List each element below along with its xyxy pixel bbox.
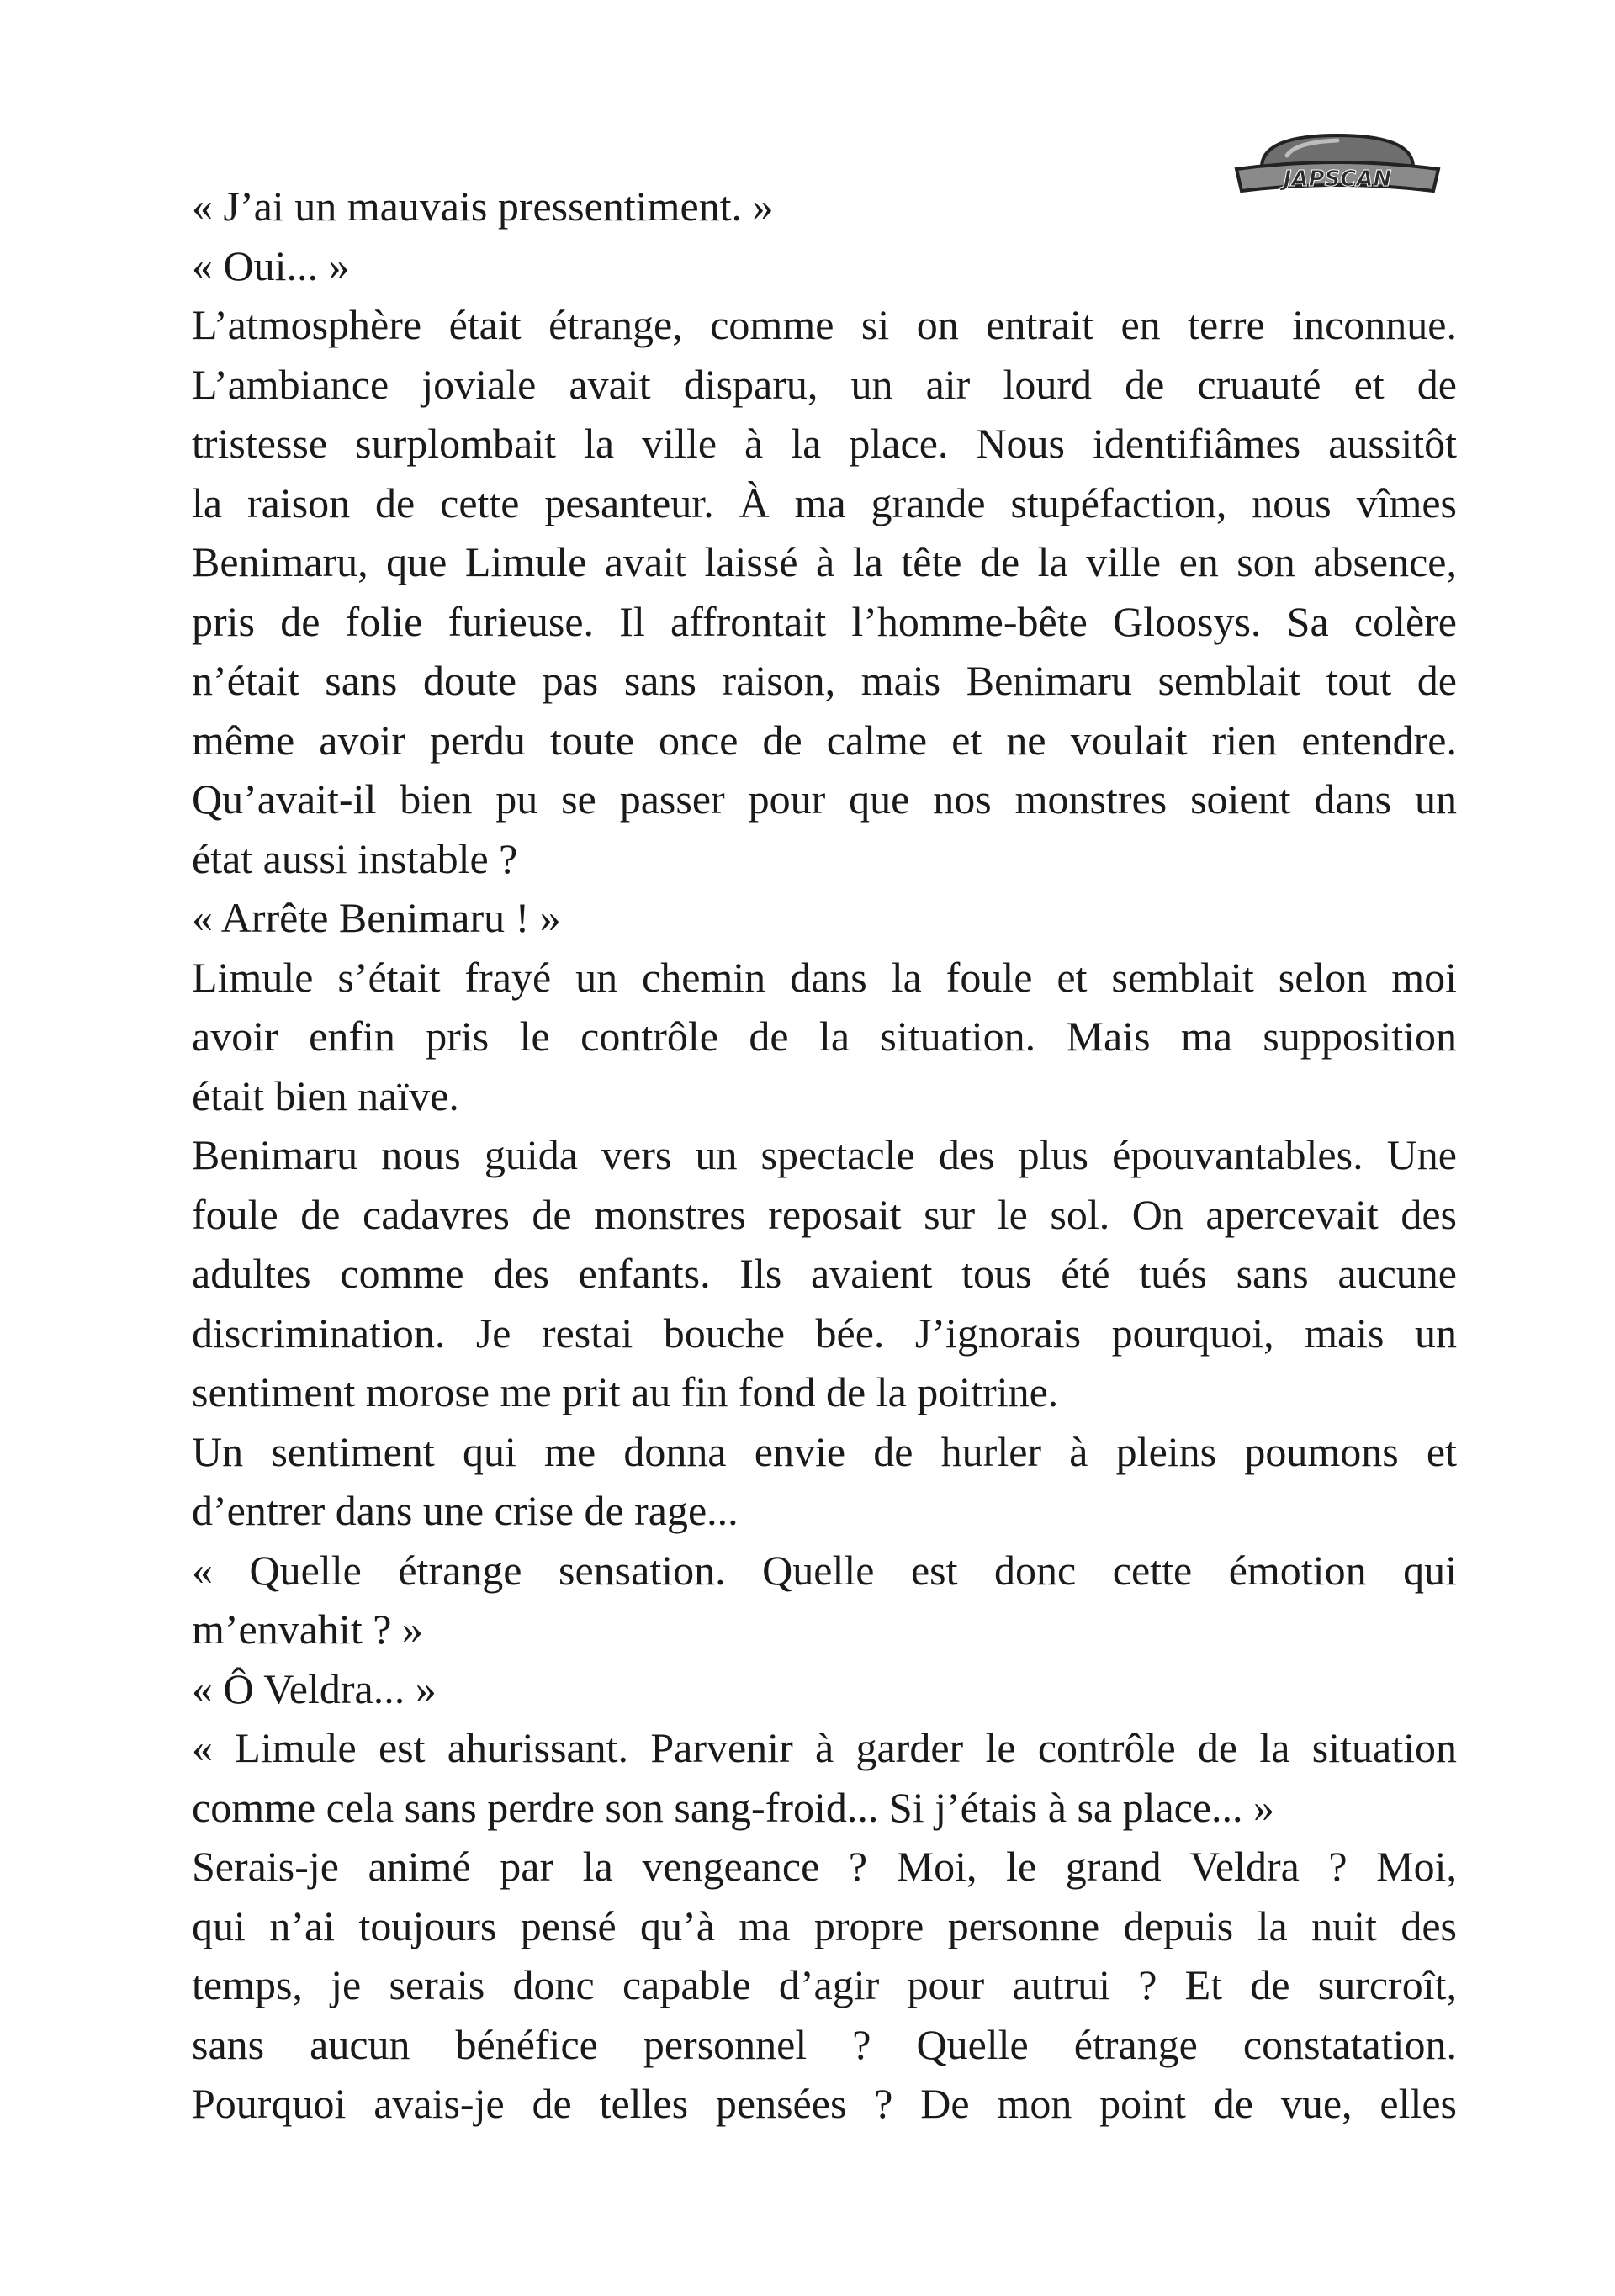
text-line: Benimaru nous guida vers un spectacle des plus épouvantables. Une — [192, 1131, 1457, 1178]
text-line: même avoir perdu toute once de calme et ne voulait rien entendre. — [192, 716, 1457, 764]
text-line: Pourquoi avais-je de telles pensées ? De mon point de vue, elles — [192, 2080, 1457, 2127]
text-line: « Limule est ahurissant. Parvenir à garder le contrôle de la situation — [192, 1724, 1457, 1771]
text-line: « J’ai un mauvais pressentiment. » — [192, 183, 774, 230]
logo-text: JAPSCAN — [1283, 167, 1392, 192]
text-line: Limule s’était frayé un chemin dans la foule et semblait selon moi — [192, 953, 1457, 1001]
text-line: discrimination. Je restai bouche bée. J’ignorais pourquoi, mais un — [192, 1309, 1457, 1357]
text-line: m’envahit ? » — [192, 1606, 423, 1653]
text-line: comme cela sans perdre son sang-froid... Si j’étais à sa place... » — [192, 1783, 1275, 1831]
text-line: pris de folie furieuse. Il affrontait l’homme-bête Gloosys. Sa colère — [192, 597, 1457, 645]
text-line: état aussi instable ? — [192, 834, 518, 882]
text-line: Un sentiment qui me donna envie de hurler à pleins poumons et — [192, 1427, 1457, 1475]
text-line: avoir enfin pris le contrôle de la situation. Mais ma supposition — [192, 1013, 1457, 1060]
text-line: temps, je serais donc capable d’agir pour autrui ? Et de surcroît, — [192, 1961, 1457, 2008]
text-line: n’était sans doute pas sans raison, mais Benimaru semblait tout de — [192, 657, 1457, 704]
text-line: Benimaru, que Limule avait laissé à la tête de la ville en son absence, — [192, 538, 1457, 585]
text-line: la raison de cette pesanteur. À ma grande stupéfaction, nous vîmes — [192, 479, 1457, 526]
text-line: d’entrer dans une crise de rage... — [192, 1487, 739, 1534]
text-line: était bien naïve. — [192, 1071, 459, 1119]
text-line: Qu’avait-il bien pu se passer pour que nos monstres soient dans un — [192, 775, 1457, 823]
text-line: « Quelle étrange sensation. Quelle est donc cette émotion qui — [192, 1546, 1457, 1594]
text-line: sans aucun bénéfice personnel ? Quelle étrange constatation. — [192, 2020, 1457, 2068]
text-line: L’atmosphère était étrange, comme si on entrait en terre inconnue. — [192, 301, 1457, 348]
text-line: Serais-je animé par la vengeance ? Moi, le grand Veldra ? Moi, — [192, 1843, 1457, 1890]
text-line: sentiment morose me prit au fin fond de la poitrine. — [192, 1368, 1059, 1415]
text-line: tristesse surplombait la ville à la place. Nous identifiâmes aussitôt — [192, 420, 1457, 467]
text-line: foule de cadavres de monstres reposait sur le sol. On apercevait des — [192, 1190, 1457, 1238]
text-line: L’ambiance joviale avait disparu, un air lourd de cruauté et de — [192, 360, 1457, 408]
text-line: adultes comme des enfants. Ils avaient tous été tués sans aucune — [192, 1250, 1457, 1297]
body-text — [192, 177, 1457, 2134]
text-line: qui n’ai toujours pensé qu’à ma propre personne depuis la nuit des — [192, 1902, 1457, 1949]
text-line: « Arrête Benimaru ! » — [192, 894, 561, 941]
text-line: « Ô Veldra... » — [192, 1664, 437, 1712]
text-line: « Oui... » — [192, 241, 350, 289]
